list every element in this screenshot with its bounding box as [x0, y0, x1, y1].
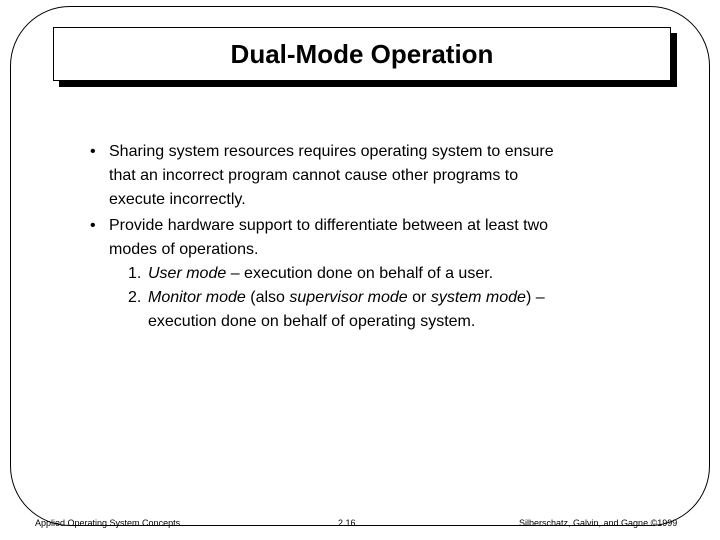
footer-copyright: Silberschatz, Galvin, and Gagne ©1999 [519, 518, 678, 528]
sub-item-2-continuation: execution done on behalf of operating system. [148, 313, 476, 330]
sub-item-2-or: or [407, 289, 431, 306]
footer-page-number: 2.16 [338, 518, 356, 528]
title-box [53, 27, 671, 81]
bullet-1-line-3: execute incorrectly. [109, 191, 246, 208]
bullet-1-line-2: that an incorrect program cannot cause other programs to [109, 167, 519, 184]
footer-course-title: Applied Operating System Concepts [35, 518, 181, 528]
bullet-2-line-2: modes of operations. [109, 241, 259, 258]
sub-item-2-number: 2. [128, 289, 142, 306]
slide-title: Dual-Mode Operation [230, 38, 494, 69]
sub-item-1-number: 1. [128, 265, 142, 282]
sub-item-2-emphasis-2: supervisor mode [289, 289, 408, 306]
sub-item-2-paren-open: (also [245, 289, 290, 306]
sub-item-1-emphasis: User mode [148, 265, 227, 282]
bullet-2-line-1: Provide hardware support to differentiate between at least two [109, 217, 549, 234]
sub-item-1 [128, 262, 493, 286]
bullet-dot-icon: • [90, 217, 96, 234]
sub-item-2-emphasis-3: system mode [430, 289, 526, 306]
sub-item-2-emphasis: Monitor mode [148, 289, 246, 306]
sub-item-2-paren-close: ) – [525, 289, 545, 306]
sub-item-1-rest: – execution done on behalf of a user. [226, 265, 494, 282]
bullet-item-1 [109, 140, 629, 212]
bullet-dot-icon: • [90, 143, 96, 160]
bullet-1-line-1: Sharing system resources requires operating system to ensure [109, 143, 554, 160]
bullet-item-2 [109, 214, 669, 262]
sub-item-2 [128, 286, 658, 334]
